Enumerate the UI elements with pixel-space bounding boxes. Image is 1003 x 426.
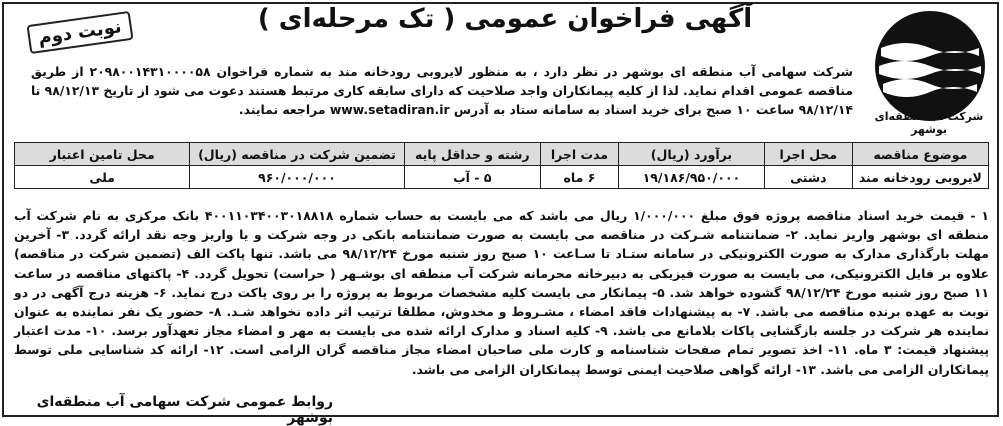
page-title: آگهی فراخوان عمومی ( تک مرحله‌ای ) xyxy=(257,4,753,34)
cell-estimate: ۱۹/۱۸۶/۹۵۰/۰۰۰ xyxy=(618,166,764,189)
col-duration-header: مدت اجرا xyxy=(540,143,618,166)
table-header-row xyxy=(15,143,989,166)
conditions-paragraph: ۱ - قیمت خرید اسناد مناقصه پروژه فوق مبلغ ۱/۰۰۰/۰۰۰ ریال می باشد که می بایست به حساب شماره ۴۰۰۱۱۰۳۴۰۰۳۰۱۸۸۱۸ بانک مرکزی به نام شرکت آب منطقه ای بوشهر واریز نماید. ۲- ضمانتنامه شـرکت در مناقصه می بایست به صورت ضمانتنامه بانکی در وجه شرکت و یا واریز وجه نقد ارائه گردد. ۳- آخرین مهلت بارگذاری مدارک به صورت الکترونیکی در سامانه ستـاد تا سـاعت ۱۰ صبح روز شنبه مورخ ۹۸/۱۲/۲۴ می باشد. تنها پاکت الف (تضمین شرکت در مناقصه) علاوه بر فایل الکترونیکی، می بایست به صورت فیزیکی به دبیرخانه محرمانه شرکت آب منطقه ای بوشـهر ( حراست) تحویل گردد. ۴- پاکتهای مناقصه در ساعت ۱۱ صبح روز شنبه مورخ ۹۸/۱۲/۲۴ گشوده خواهد شد. ۵- پیمانکار می بایست کلیه مشخصات مربوط به پروژه را بر روی پاکت درج نماید. ۶- هزینه درج آگهی در دو نوبت به عهده برنده مناقصه می باشد. ۷- به پیشنهادات فاقد امضاء ، مشـروط و مخدوش، مطلقا ترتیب اثر داده نخواهد شـد. ۸- حضور یک نفر نماینده به عنوان نماینده هر شرکت در جلسه بازگشایی پاکات بلامانع می باشد. ۹- کلیه اسناد و مدارک ارائه شده می بایست به مهر و امضاء مجاز تعهدآور برسد. ۱۰- مدت اعتبار پیشنهاد قیمت: ۳ ماه. ۱۱- اخذ تصویر تمام صفحات شناسنامه و کارت ملی صاحبان امضاء مجاز مناقصه گران الزامی است. ۱۲- ارائه کد شناسایی ملی توسط پیمانکاران الزامی می باشد. ۱۳- ارائه گواهی صلاحیت ایمنی توسط پیمانکاران الزامی می باشد. xyxy=(14,208,990,377)
round-stamp: نوبت دوم xyxy=(26,11,133,54)
tender-table xyxy=(14,142,989,189)
cell-location: دشتی xyxy=(764,166,852,189)
col-grade-header: رشته و حداقل پایه xyxy=(404,143,540,166)
intro-paragraph: شرکت سهامی آب منطقه ای بوشهر در نظر دارد ، به منظور لایروبی رودخانه مند به شماره فراخوان ۲۰۹۸۰۰۱۴۳۱۰۰۰۰۵۸ از طریق مناقصه عمومی اقدام نماید. لذا از کلیه پیمانکاران واجد صلاحیت که دارای سابقه کاری مرتبط هستند دعوت می شود از تاریخ ۹۸/۱۲/۱۳ تا ۹۸/۱۲/۱۴ ساعت ۱۰ صبح برای خرید اسناد به سامانه ستاد به آدرس www.setadiran.ir مراجعه نمایند. xyxy=(31,64,853,117)
col-funding-header: محل تامین اعتبار xyxy=(15,143,190,166)
col-location-header: محل اجرا xyxy=(764,143,852,166)
table-row xyxy=(15,166,989,189)
cell-subject: لایروبی رودخانه مند xyxy=(852,166,988,189)
col-subject-header: موضوع مناقصه xyxy=(852,143,988,166)
cell-guarantee: ۹۶۰/۰۰۰/۰۰۰ xyxy=(190,166,404,189)
cell-funding: ملی xyxy=(15,166,190,189)
footer-signature: روابط عمومی شرکت سهامی آب منطقه‌ای بوشهر xyxy=(36,394,333,426)
water-company-logo xyxy=(871,8,989,124)
company-name: شرکت آب منطقه‌ای بوشهر xyxy=(874,110,984,136)
cell-grade: ۵ - آب xyxy=(404,166,540,189)
col-estimate-header: برآورد (ریال) xyxy=(618,143,764,166)
cell-duration: ۶ ماه xyxy=(540,166,618,189)
col-guarantee-header: تضمین شرکت در مناقصه (ریال) xyxy=(190,143,404,166)
